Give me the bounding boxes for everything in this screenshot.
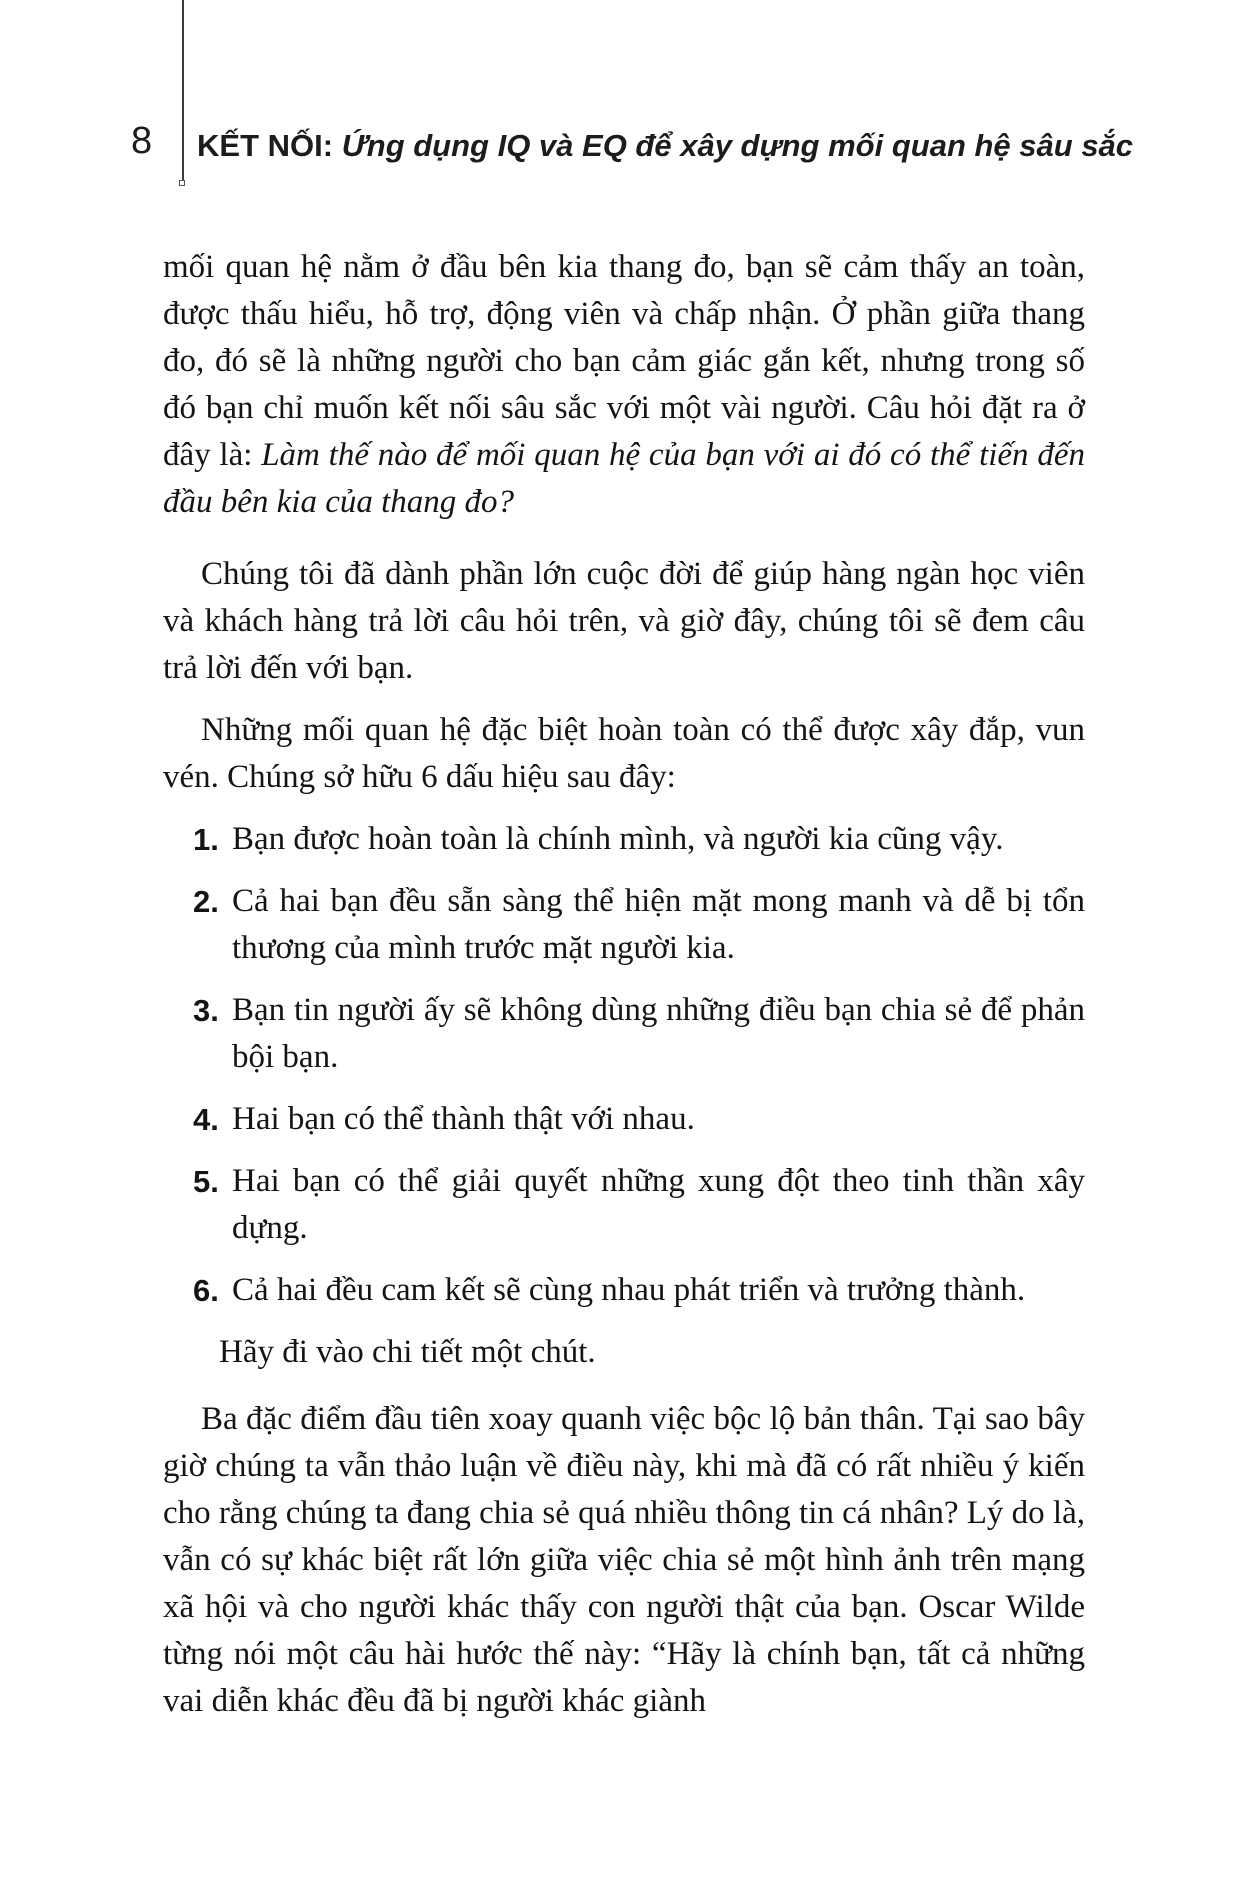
list-item — [163, 1096, 1085, 1143]
paragraph-authors: Chúng tôi đã dành phần lớn cuộc đời để giúp hàng ngàn học viên và khách hàng trả lời câu hỏi trên, và giờ đây, chúng tôi sẽ đem câu trả lời đến với bạn. — [163, 556, 1085, 686]
paragraph-six-signs-intro: Những mối quan hệ đặc biệt hoàn toàn có thể được xây đắp, vun vén. Chúng sở hữu 6 dấu hiệu sau đây: — [163, 712, 1085, 795]
list-item-text: Cả hai bạn đều sẵn sàng thể hiện mặt mong manh và dễ bị tổn thương của mình trước mặt người kia. — [232, 883, 1085, 966]
paragraph-transition: Hãy đi vào chi tiết một chút. — [219, 1334, 596, 1370]
list-item-text: Cả hai đều cam kết sẽ cùng nhau phát triển và trưởng thành. — [232, 1272, 1026, 1308]
paragraph-self-disclosure: Ba đặc điểm đầu tiên xoay quanh việc bộc lộ bản thân. Tại sao bây giờ chúng ta vẫn thảo luận về điều này, khi mà đã có rất nhiều ý kiến cho rằng chúng ta đang chia sẻ quá nhiều thông tin cá nhân? Lý do là, vẫn có sự khác biệt rất lớn giữa việc chia sẻ một hình ảnh trên mạng xã hội và cho người khác thấy con người thật của bạn. Oscar Wilde từng nói một câu hài hước thế này: “Hãy là chính bạn, tất cả những vai diễn khác đều đã bị người khác giành — [163, 1401, 1085, 1719]
list-item-number: 6. — [193, 1273, 219, 1308]
body-text — [163, 244, 1085, 1725]
paragraph-question-italic: Làm thế nào để mối quan hệ của bạn với ai đó có thể tiến đến đầu bên kia của thang đo? — [163, 437, 1085, 520]
list-item — [163, 1158, 1085, 1252]
list-item-text: Bạn tin người ấy sẽ không dùng những điều bạn chia sẻ để phản bội bạn. — [232, 992, 1085, 1075]
running-header — [197, 130, 1187, 161]
list-item — [163, 816, 1085, 863]
running-header-title: Ứng dụng IQ và EQ để xây dựng mối quan hệ sâu sắc — [341, 128, 1134, 163]
list-item-number: 5. — [193, 1164, 219, 1199]
top-rule-foot-square — [179, 180, 185, 186]
list-item-number: 2. — [193, 884, 219, 919]
page-number: 8 — [131, 120, 153, 162]
paragraph-continuation — [163, 244, 1085, 526]
paragraph-continuation-text: mối quan hệ nằm ở đầu bên kia thang đo, bạn sẽ cảm thấy an toàn, được thấu hiểu, hỗ trợ, động viên và chấp nhận. Ở phần giữa thang đo, đó sẽ là những người cho bạn cảm giác gắn kết, nhưng trong số đó bạn chỉ muốn kết nối sâu sắc với một vài người. Câu hỏi đặt ra ở đây là: — [163, 249, 1085, 473]
top-rule — [182, 0, 184, 180]
list-item-number: 1. — [193, 822, 219, 857]
list-item — [163, 878, 1085, 972]
list-item-number: 3. — [193, 993, 219, 1028]
list-item — [163, 987, 1085, 1081]
list-item-text: Hai bạn có thể giải quyết những xung đột theo tinh thần xây dựng. — [232, 1163, 1085, 1246]
list-item-text: Bạn được hoàn toàn là chính mình, và người kia cũng vậy. — [232, 821, 1004, 857]
numbered-list — [163, 816, 1085, 1314]
running-header-label: KẾT NỐI: — [197, 128, 334, 163]
list-item — [163, 1267, 1085, 1314]
list-item-number: 4. — [193, 1102, 219, 1137]
list-item-text: Hai bạn có thể thành thật với nhau. — [232, 1101, 695, 1137]
